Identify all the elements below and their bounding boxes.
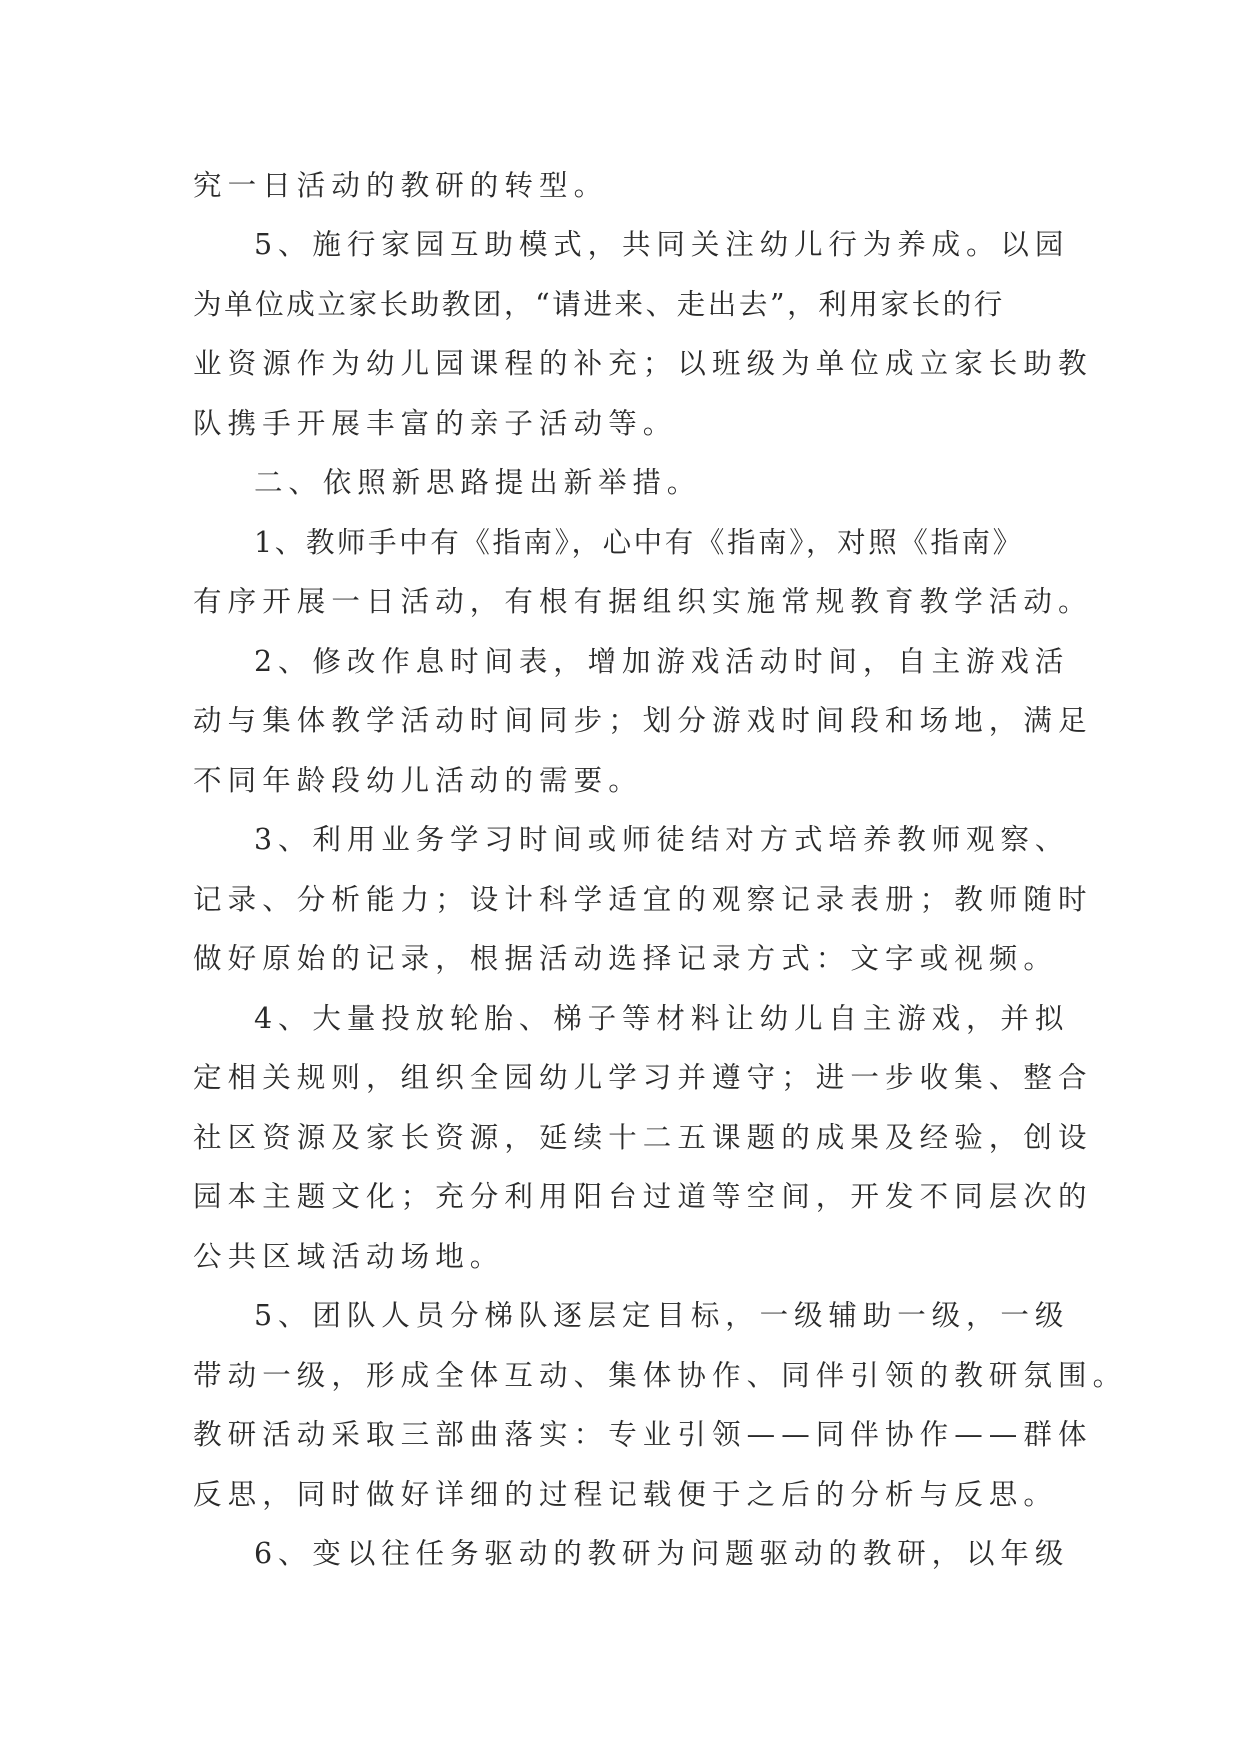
text-line: 反思，同时做好详细的过程记载便于之后的分析与反思。 — [193, 1478, 1059, 1511]
text-line: 带动一级，形成全体互动、集体协作、同伴引领的教研氛围。 — [193, 1359, 1128, 1392]
text-line: 园本主题文化；充分利用阳台过道等空间，开发不同层次的 — [193, 1180, 1093, 1213]
text-line: 不同年龄段幼儿活动的需要。 — [193, 764, 643, 797]
section-heading: 二、依照新思路提出新举措。 — [254, 466, 702, 499]
text-line: 为单位成立家长助教团，“请进来、走出去”，利用家长的行 — [193, 288, 1005, 321]
text-line: 做好原始的记录，根据活动选择记录方式：文字或视频。 — [193, 942, 1059, 975]
paragraph-2-line: 2、修改作息时间表，增加游戏活动时间，自主游戏活 — [254, 645, 1070, 678]
text-line: 业资源作为幼儿园课程的补充；以班级为单位成立家长助教 — [193, 347, 1093, 380]
paragraph-3-line: 3、利用业务学习时间或师徒结对方式培养教师观察、 — [254, 823, 1070, 856]
text-line: 社区资源及家长资源，延续十二五课题的成果及经验，创设 — [193, 1121, 1093, 1154]
text-line: 队携手开展丰富的亲子活动等。 — [193, 407, 678, 440]
paragraph-4-line: 4、大量投放轮胎、梯子等材料让幼儿自主游戏，并拟 — [254, 1002, 1070, 1035]
paragraph-5-line: 5、施行家园互助模式，共同关注幼儿行为养成。以园 — [254, 228, 1070, 261]
paragraph-5b-line: 5、团队人员分梯队逐层定目标，一级辅助一级，一级 — [254, 1299, 1070, 1332]
text-line: 公共区域活动场地。 — [193, 1240, 505, 1273]
text-line: 有序开展一日活动，有根有据组织实施常规教育教学活动。 — [193, 585, 1093, 618]
paragraph-1-line: 1、教师手中有《指南》，心中有《指南》，对照《指南》 — [254, 526, 1024, 559]
text-line: 定相关规则，组织全园幼儿学习并遵守；进一步收集、整合 — [193, 1061, 1093, 1094]
text-line: 究一日活动的教研的转型。 — [193, 169, 609, 202]
paragraph-6-line: 6、变以往任务驱动的教研为问题驱动的教研，以年级 — [254, 1537, 1070, 1570]
text-line: 动与集体教学活动时间同步；划分游戏时间段和场地，满足 — [193, 704, 1093, 737]
text-line: 教研活动采取三部曲落实：专业引领——同伴协作——群体 — [193, 1418, 1093, 1451]
text-line: 记录、分析能力；设计科学适宜的观察记录表册；教师随时 — [193, 883, 1093, 916]
